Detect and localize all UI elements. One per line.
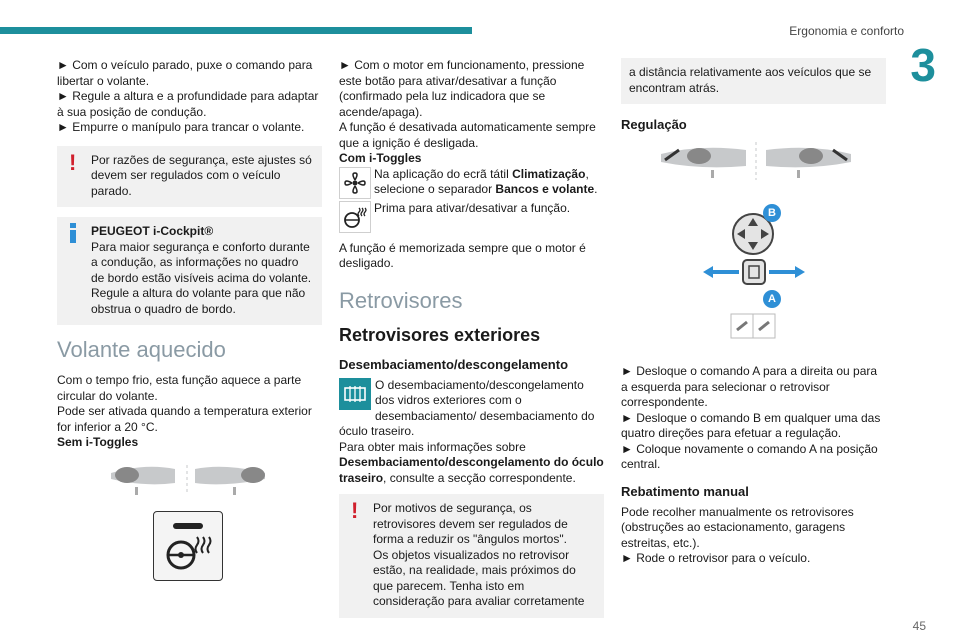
column-right: [621, 58, 886, 567]
folding-step: ► Rode o retrovisor para o veículo.: [621, 551, 811, 565]
heated-text-2: Pode ser ativada quando a temperatura exterior for inferior a 20 °C.: [57, 404, 312, 434]
heading-regulation: Regulação: [621, 117, 687, 132]
mirror-warning-b: Os objetos visualizados no retrovisor estão, na realidade, mais próximos do que parecem. Tenha isto em consideração para avaliar corretamente: [373, 547, 585, 608]
reg-step-2: ► Desloque o comando B em qualquer uma das quatro direções para efetuar a regulação.: [621, 410, 881, 440]
mirror-control-diagram: [701, 204, 811, 354]
defrost-block: [339, 378, 604, 440]
fan-icon: [339, 167, 371, 199]
defrost-icon: [339, 378, 371, 410]
heated-steering-wheel-icon: [161, 519, 215, 573]
heading-mirrors: Retrovisores: [339, 287, 463, 313]
top-accent-bar: [0, 27, 472, 34]
heading-exterior-mirrors: Retrovisores exteriores: [339, 324, 541, 345]
info-title: PEUGEOT i-Cockpit®: [91, 224, 214, 238]
warning-icon: !: [351, 498, 359, 523]
memorized-text: A função é memorizada sempre que o motor é desligado.: [339, 240, 586, 270]
folding-text: Pode recolher manualmente os retrovisores (obstruções ao estacionamento, garagens estreitas, etc.).: [621, 504, 854, 550]
column-left: [57, 58, 322, 581]
toggle-row-2: [339, 201, 604, 233]
section-title: Ergonomia e conforto: [789, 24, 904, 38]
info-text-1: Para maior segurança e conforto durante a condução, as informações no quadro de bordo estão visíveis acima do volante.: [91, 239, 312, 285]
info-box: [57, 217, 322, 325]
reg-step-1: ► Desloque o comando A para a direita ou para a esquerda para selecionar o retrovisor correspondente.: [621, 364, 878, 409]
info-icon: [70, 223, 76, 243]
page-number: 45: [912, 618, 926, 633]
motor-text-1: ► Com o motor em funcionamento, pressione este botão para ativar/desativar a função (confirmado pela luz indicadora que se acende/apaga).: [339, 58, 585, 119]
heading-manual-folding: Rebatimento manual: [621, 483, 749, 499]
mirror-warning-box: [339, 494, 604, 618]
warning-text: Por razões de segurança, este ajustes só devem ser regulados com o veículo parado.: [91, 152, 312, 198]
toggle-text-2: Prima para ativar/desativar a função.: [374, 200, 571, 215]
step-1: ► Com o veículo parado, puxe o comando para libertar o volante.: [57, 58, 313, 88]
defrost-text: O desembaciamento/descongelamento dos vidros exteriores com o desembaciamento/ desembaciamento do óculo traseiro.: [339, 377, 595, 438]
mirror-dashboard-illustration: [651, 140, 861, 184]
heated-wheel-button-illustration: [153, 511, 223, 581]
continued-warning-box: [621, 58, 886, 104]
regulation-steps: [621, 364, 886, 473]
toggle-text-1: Na aplicação do ecrã tátil Climatização, selecione o separador Bancos e volante.: [374, 166, 598, 196]
reg-step-3: ► Coloque novamente o comando A na posição central.: [621, 441, 878, 471]
heated-text-1: Com o tempo frio, esta função aquece a parte circular do volante.: [57, 373, 302, 403]
sem-itoggles-label: Sem i-Toggles: [57, 435, 139, 449]
motor-text-2: A função é desativada automaticamente sempre que a ignição é desligada.: [339, 120, 596, 150]
more-info-text: Para obter mais informações sobre Desembaciamento/descongelamento do óculo traseiro, consulte a secção correspondente.: [339, 439, 604, 485]
label-b: B: [763, 204, 781, 222]
heading-defrost: Desembaciamento/descongelamento: [339, 356, 569, 372]
chapter-number: 3: [910, 39, 936, 91]
label-a: A: [763, 290, 781, 308]
continued-text: a distância relativamente aos veículos que se encontram atrás.: [629, 65, 872, 95]
warning-icon: !: [69, 149, 77, 175]
mirror-warning-a: Por motivos de segurança, os retrovisores devem ser regulados de forma a reduzir os "ângulos mortos".: [373, 501, 568, 546]
step-3: ► Empurre o manípulo para trancar o volante.: [57, 120, 305, 134]
info-text-2: Regule a altura do volante para que não obstrua o quadro de bordo.: [91, 286, 306, 316]
steering-steps: [57, 58, 322, 136]
heated-wheel-icon: [339, 201, 371, 233]
step-2: ► Regule a altura e a profundidade para adaptar à sua posição de condução.: [57, 89, 319, 119]
com-itoggles-label: Com i-Toggles: [339, 151, 422, 165]
dashboard-illustration: [105, 461, 275, 501]
column-middle: [339, 58, 604, 628]
warning-box: [57, 146, 322, 208]
toggle-row-1: [339, 167, 604, 199]
heading-heated-wheel: Volante aquecido: [57, 337, 226, 362]
